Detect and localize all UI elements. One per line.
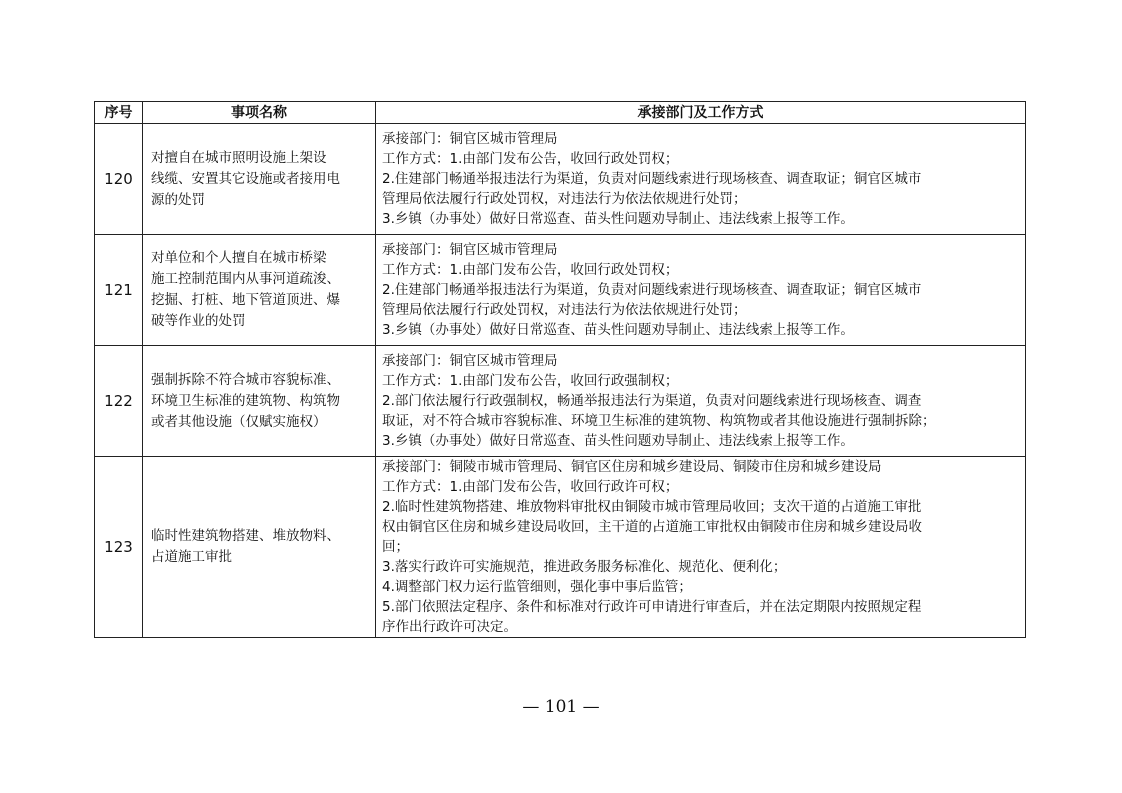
detail-line: 3.乡镇（办事处）做好日常巡查、苗头性问题劝导制止、违法线索上报等工作。 <box>382 322 854 338</box>
row-detail <box>376 346 1026 457</box>
detail-line: 管理局依法履行行政处罚权，对违法行为依法依规进行处罚； <box>382 191 747 207</box>
name-line: 施工控制范围内从事河道疏浚、 <box>151 271 340 287</box>
detail-line: 5.部门依照法定程序、条件和标准对行政许可申请进行审查后，并在法定期限内按照规定程 <box>382 599 922 615</box>
table-header-row <box>95 102 1026 124</box>
detail-line: 权由铜官区住房和城乡建设局收回，主干道的占道施工审批权由铜陵市住房和城乡建设局收 <box>382 519 922 535</box>
page-number: — 101 — <box>522 697 600 717</box>
detail-line: 工作方式：1.由部门发布公告，收回行政强制权； <box>382 373 679 389</box>
name-line: 占道施工审批 <box>151 549 232 565</box>
row-num: 121 <box>95 235 143 346</box>
detail-line: 承接部门：铜官区城市管理局 <box>382 353 558 369</box>
name-line: 对擅自在城市照明设施上架设 <box>151 149 327 166</box>
row-name <box>143 235 376 346</box>
name-line: 挖掘、打桩、地下管道顶进、爆 <box>151 292 340 308</box>
detail-line: 承接部门：铜官区城市管理局 <box>382 131 558 147</box>
header-dept: 承接部门及工作方式 <box>376 102 1026 124</box>
detail-line: 承接部门：铜陵市城市管理局、铜官区住房和城乡建设局、铜陵市住房和城乡建设局 <box>382 459 882 475</box>
table-row <box>95 235 1026 346</box>
row-detail <box>376 457 1026 638</box>
detail-line: 4.调整部门权力运行监管细则，强化事中事后监管； <box>382 579 692 595</box>
header-name: 事项名称 <box>143 102 376 124</box>
name-line: 强制拆除不符合城市容貌标准、 <box>151 371 340 388</box>
detail-line: 2.临时性建筑物搭建、堆放物料审批权由铜陵市城市管理局收回；支次干道的占道施工审批 <box>382 499 922 515</box>
detail-line: 管理局依法履行行政处罚权，对违法行为依法依规进行处罚； <box>382 302 747 318</box>
detail-line: 序作出行政许可决定。 <box>382 619 517 635</box>
detail-line: 2.部门依法履行行政强制权，畅通举报违法行为渠道，负责对问题线索进行现场核查、调查 <box>382 393 922 409</box>
name-line: 环境卫生标准的建筑物、构筑物 <box>151 392 340 409</box>
header-num: 序号 <box>95 102 143 124</box>
detail-line: 3.乡镇（办事处）做好日常巡查、苗头性问题劝导制止、违法线索上报等工作。 <box>382 211 854 227</box>
row-num: 120 <box>95 124 143 235</box>
table-row <box>95 346 1026 457</box>
detail-line: 2.住建部门畅通举报违法行为渠道，负责对问题线索进行现场核查、调查取证；铜官区城市 <box>382 171 922 187</box>
detail-line: 3.落实行政许可实施规范，推进政务服务标准化、规范化、便利化； <box>382 559 787 575</box>
detail-line: 承接部门：铜官区城市管理局 <box>382 242 558 258</box>
row-detail <box>376 124 1026 235</box>
detail-line: 2.住建部门畅通举报违法行为渠道，负责对问题线索进行现场核查、调查取证；铜官区城市 <box>382 282 922 298</box>
row-name <box>143 124 376 235</box>
detail-line: 工作方式：1.由部门发布公告，收回行政处罚权； <box>382 262 679 278</box>
row-name <box>143 457 376 638</box>
name-line: 临时性建筑物搭建、堆放物料、 <box>151 528 340 544</box>
name-line: 对单位和个人擅自在城市桥梁 <box>151 250 327 266</box>
row-name <box>143 346 376 457</box>
detail-line: 取证，对不符合城市容貌标准、环境卫生标准的建筑物、构筑物或者其他设施进行强制拆除； <box>382 413 936 429</box>
name-line: 线缆、安置其它设施或者接用电 <box>151 170 340 187</box>
detail-line: 工作方式：1.由部门发布公告，收回行政许可权； <box>382 479 679 495</box>
row-num: 123 <box>95 457 143 638</box>
detail-line: 3.乡镇（办事处）做好日常巡查、苗头性问题劝导制止、违法线索上报等工作。 <box>382 433 854 449</box>
row-num: 122 <box>95 346 143 457</box>
name-line: 或者其他设施（仅赋实施权） <box>151 413 327 430</box>
name-line: 破等作业的处罚 <box>151 313 246 329</box>
table-row <box>95 124 1026 235</box>
row-detail <box>376 235 1026 346</box>
detail-line: 工作方式：1.由部门发布公告，收回行政处罚权； <box>382 151 679 167</box>
name-line: 源的处罚 <box>151 191 205 208</box>
table-row <box>95 457 1026 638</box>
detail-line: 回； <box>382 539 409 555</box>
matters-table <box>94 101 1026 638</box>
